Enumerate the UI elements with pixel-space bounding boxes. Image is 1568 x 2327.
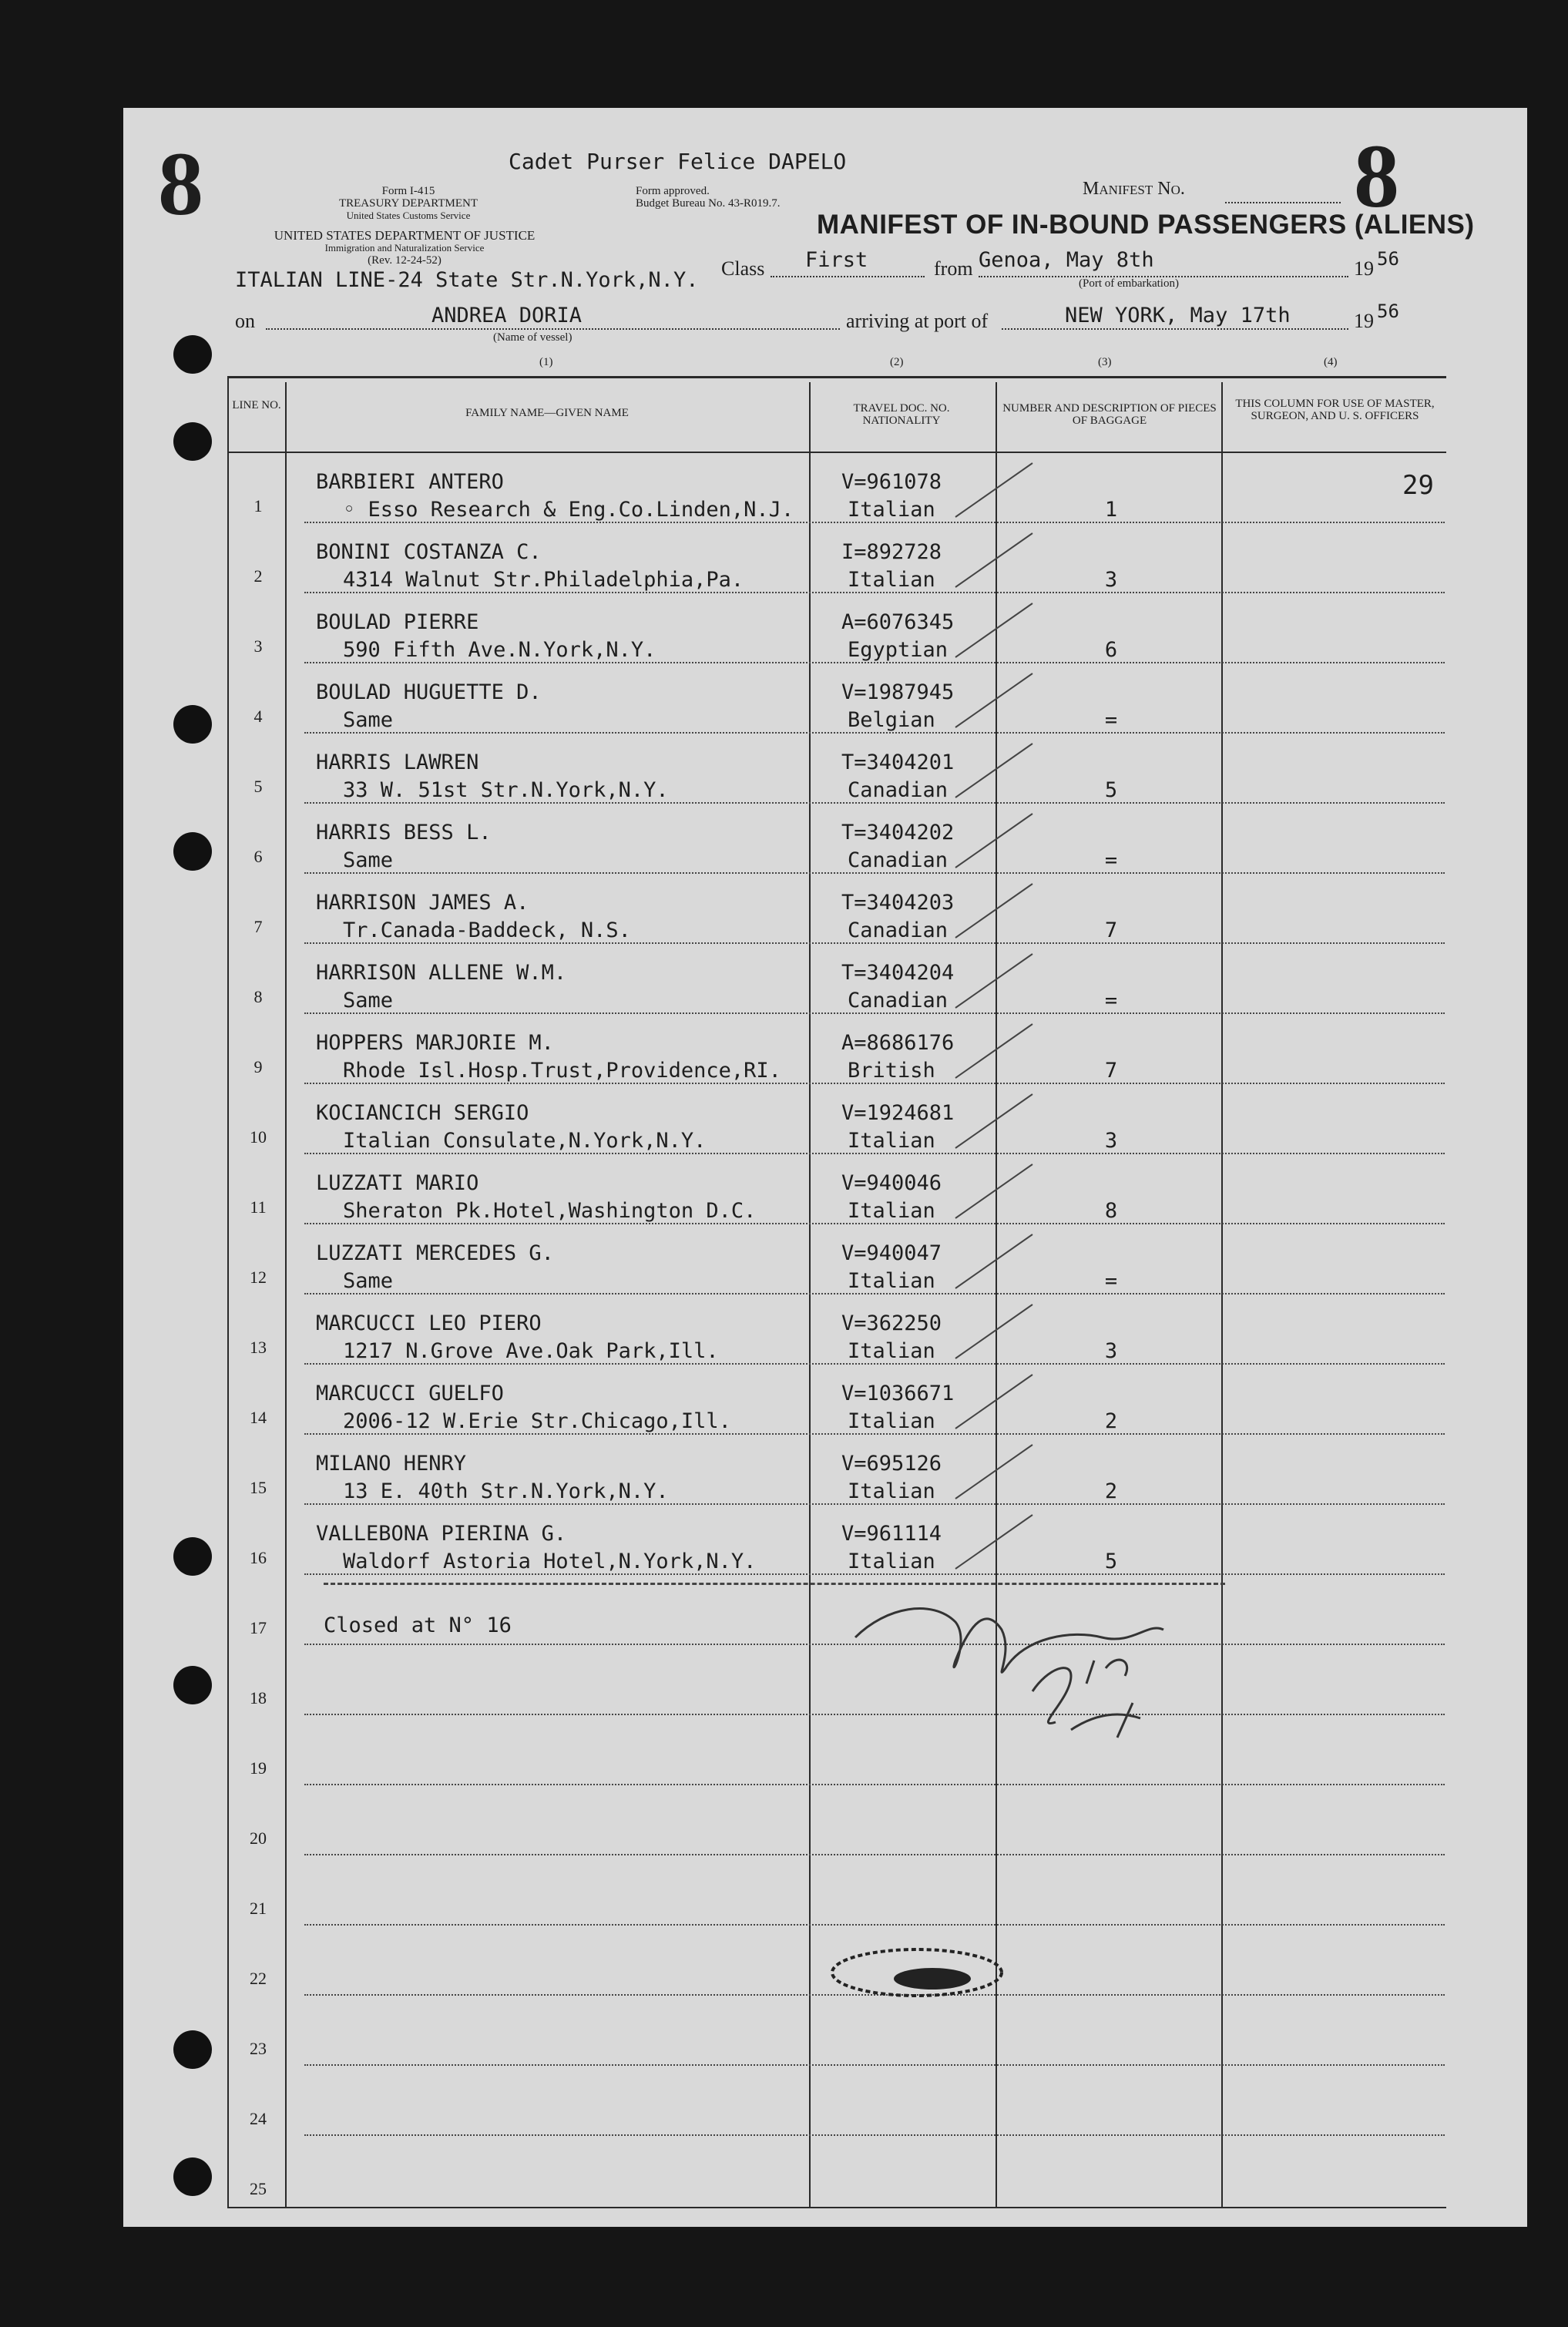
row-number: 23 — [250, 2039, 267, 2058]
row-divider — [304, 522, 1445, 523]
passenger-name: BOULAD PIERRE — [316, 610, 479, 634]
baggage-count: 2 — [1104, 1409, 1118, 1433]
row-number: 19 — [250, 1758, 267, 1778]
row-divider — [304, 802, 1445, 804]
nationality: British — [848, 1059, 935, 1083]
row-divider — [304, 1083, 1445, 1084]
travel-doc-number: V=961114 — [841, 1522, 942, 1546]
passenger-address: Same — [343, 989, 394, 1012]
baggage-count: 3 — [1104, 1129, 1118, 1153]
binder-hole — [173, 335, 212, 374]
table-top-rule — [227, 376, 1446, 378]
form-approved: Form approved. — [636, 185, 710, 197]
row-number: 17 — [250, 1618, 267, 1637]
check-mark — [948, 1160, 1040, 1222]
row-number: 1 — [253, 496, 263, 515]
row-divider — [304, 2064, 1445, 2066]
row-number: 9 — [253, 1057, 263, 1076]
row-divider — [304, 1223, 1445, 1224]
travel-doc-number: A=6076345 — [841, 610, 955, 634]
nationality: Canadian — [848, 778, 949, 802]
customs-service: United States Customs Service — [346, 210, 471, 221]
nationality: Canadian — [848, 989, 949, 1012]
row-divider — [304, 1924, 1445, 1926]
name-of-vessel-label: (Name of vessel) — [493, 331, 572, 344]
check-mark — [948, 1231, 1040, 1292]
closed-note: Closed at N° 16 — [324, 1613, 512, 1637]
binder-hole — [173, 422, 212, 461]
check-mark — [948, 1441, 1040, 1503]
binder-hole — [173, 1666, 212, 1704]
travel-doc-number: I=892728 — [841, 540, 942, 564]
row-number: 6 — [253, 847, 263, 866]
on-label: on — [235, 310, 255, 332]
header-officers: THIS COLUMN FOR USE OF MASTER, SURGEON, AND U. S. OFFICERS — [1235, 398, 1435, 422]
passenger-address: Italian Consulate,N.York,N.Y. — [343, 1129, 707, 1153]
year1-suffix: 56 — [1377, 248, 1399, 270]
class-label: Class — [721, 257, 765, 280]
header-family-name: FAMILY NAME—GIVEN NAME — [465, 407, 629, 419]
table-bottom-rule — [227, 2207, 1446, 2208]
passenger-name: HARRISON JAMES A. — [316, 891, 529, 915]
check-mark — [948, 950, 1040, 1012]
baggage-count: 3 — [1104, 1339, 1118, 1363]
treasury-department: TREASURY DEPARTMENT — [338, 197, 478, 210]
passenger-name: MILANO HENRY — [316, 1452, 467, 1476]
passenger-name: HARRIS BESS L. — [316, 821, 492, 845]
manifest-title: MANIFEST OF IN-BOUND PASSENGERS (ALIENS) — [817, 210, 1475, 240]
vessel-name: ANDREA DORIA — [431, 304, 583, 327]
passenger-address: 1217 N.Grove Ave.Oak Park,Ill. — [343, 1339, 719, 1363]
baggage-count: 2 — [1104, 1479, 1118, 1503]
nationality: Canadian — [848, 848, 949, 872]
header-travel-doc: TRAVEL DOC. NO. NATIONALITY — [853, 402, 950, 427]
binder-hole — [173, 705, 212, 744]
passenger-address: ◦ Esso Research & Eng.Co.Linden,N.J. — [343, 498, 794, 522]
row-number: 5 — [253, 777, 263, 796]
passenger-address: 13 E. 40th Str.N.York,N.Y. — [343, 1479, 669, 1503]
row-number: 24 — [250, 2109, 267, 2128]
row-divider — [304, 1784, 1445, 1785]
row-number: 22 — [250, 1969, 267, 1988]
port-of-embarkation: (Port of embarkation) — [1079, 277, 1179, 290]
manifest-no-label: Manifest No. — [1083, 179, 1185, 199]
col-number-1: (1) — [539, 356, 553, 368]
travel-doc-number: V=940046 — [841, 1171, 942, 1195]
officer-note: 29 — [1402, 470, 1434, 501]
row-divider — [304, 1153, 1445, 1154]
check-mark — [948, 810, 1040, 871]
travel-doc-number: T=3404203 — [841, 891, 955, 915]
line-address: ITALIAN LINE-24 State Str.N.York,N.Y. — [235, 268, 699, 292]
row-divider — [304, 1363, 1445, 1365]
check-mark — [948, 740, 1040, 801]
passenger-name: LUZZATI MARIO — [316, 1171, 479, 1195]
row-number: 4 — [253, 707, 263, 726]
row-number: 7 — [253, 917, 263, 936]
baggage-count: 7 — [1104, 1059, 1118, 1083]
passenger-address: Same — [343, 848, 394, 872]
nationality: Italian — [848, 1409, 935, 1433]
baggage-count: = — [1104, 989, 1118, 1012]
row-divider — [304, 1433, 1445, 1435]
nationality: Italian — [848, 1339, 935, 1363]
row-number: 8 — [253, 987, 263, 1006]
passenger-name: LUZZATI MERCEDES G. — [316, 1241, 554, 1265]
row-number: 25 — [250, 2179, 267, 2198]
travel-doc-number: V=940047 — [841, 1241, 942, 1265]
passenger-address: 4314 Walnut Str.Philadelphia,Pa. — [343, 568, 744, 592]
row-number: 3 — [253, 636, 263, 656]
row-number: 11 — [250, 1197, 267, 1217]
passenger-name: BOULAD HUGUETTE D. — [316, 680, 542, 704]
passenger-address: Tr.Canada-Baddeck, N.S. — [343, 918, 631, 942]
nationality: Italian — [848, 1479, 935, 1503]
passenger-name: MARCUCCI GUELFO — [316, 1382, 504, 1405]
row-divider — [304, 942, 1445, 944]
check-mark — [948, 529, 1040, 591]
travel-doc-number: T=3404202 — [841, 821, 955, 845]
nationality: Italian — [848, 1269, 935, 1293]
travel-doc-number: V=362250 — [841, 1311, 942, 1335]
row-number: 12 — [250, 1268, 267, 1287]
row-divider — [304, 1573, 1445, 1575]
travel-doc-number: A=8686176 — [841, 1031, 955, 1055]
revision: (Rev. 12-24-52) — [368, 254, 442, 267]
row-number: 10 — [250, 1127, 267, 1147]
baggage-count: 7 — [1104, 918, 1118, 942]
passenger-address: 590 Fifth Ave.N.York,N.Y. — [343, 638, 656, 662]
row-divider — [304, 1854, 1445, 1855]
passenger-address: Same — [343, 1269, 394, 1293]
col-number-2: (2) — [890, 356, 904, 368]
header-baggage: NUMBER AND DESCRIPTION OF PIECES OF BAGGAGE — [1002, 402, 1217, 427]
baggage-count: 6 — [1104, 638, 1118, 662]
baggage-count: = — [1104, 1269, 1118, 1293]
page-number-right: 8 — [1354, 126, 1399, 227]
baggage-count: 1 — [1104, 498, 1118, 522]
row-number: 18 — [250, 1688, 267, 1707]
row-divider — [304, 1503, 1445, 1505]
passenger-name: HARRIS LAWREN — [316, 750, 479, 774]
passenger-name: MARCUCCI LEO PIERO — [316, 1311, 542, 1335]
row-divider — [304, 872, 1445, 874]
binder-hole — [173, 832, 212, 871]
row-number: 14 — [250, 1408, 267, 1427]
row-divider — [304, 1012, 1445, 1014]
row-number: 16 — [250, 1548, 267, 1567]
header-line-no: LINE NO. — [232, 399, 281, 411]
row-number: 2 — [253, 566, 263, 586]
check-mark — [948, 1511, 1040, 1573]
year1-prefix: 19 — [1354, 257, 1374, 280]
travel-doc-number: T=3404201 — [841, 750, 955, 774]
travel-doc-number: V=695126 — [841, 1452, 942, 1476]
row-divider — [304, 1293, 1445, 1294]
baggage-count: 3 — [1104, 568, 1118, 592]
form-number: Form I-415 — [381, 185, 435, 197]
header-bottom-rule — [227, 452, 1446, 453]
passenger-name: BONINI COSTANZA C. — [316, 540, 542, 564]
baggage-count: 5 — [1104, 778, 1118, 802]
travel-doc-number: V=1987945 — [841, 680, 955, 704]
passenger-name: KOCIANCICH SERGIO — [316, 1101, 529, 1125]
passenger-address: 33 W. 51st Str.N.York,N.Y. — [343, 778, 669, 802]
budget-bureau: Budget Bureau No. 43-R019.7. — [636, 197, 781, 210]
passenger-address: Sheraton Pk.Hotel,Washington D.C. — [343, 1199, 757, 1223]
nationality: Canadian — [848, 918, 949, 942]
col-number-4: (4) — [1324, 356, 1338, 368]
binder-hole — [173, 2030, 212, 2069]
check-mark — [948, 599, 1040, 661]
baggage-count: 5 — [1104, 1550, 1118, 1573]
nationality: Egyptian — [848, 638, 949, 662]
year2-suffix: 56 — [1377, 301, 1399, 322]
row-divider — [304, 2134, 1445, 2136]
check-mark — [948, 1020, 1040, 1082]
row-number: 21 — [250, 1899, 267, 1918]
check-mark — [948, 670, 1040, 731]
check-mark — [948, 459, 1040, 521]
row-number: 20 — [250, 1828, 267, 1848]
row-divider — [304, 592, 1445, 593]
from-value: Genoa, May 8th — [979, 248, 1154, 272]
passenger-address: Same — [343, 708, 394, 732]
baggage-count: = — [1104, 848, 1118, 872]
justice-department: UNITED STATES DEPARTMENT OF JUSTICE — [274, 228, 536, 243]
passenger-name: HARRISON ALLENE W.M. — [316, 961, 567, 985]
page-number-left: 8 — [158, 133, 203, 234]
baggage-count: = — [1104, 708, 1118, 732]
nationality: Italian — [848, 1129, 935, 1153]
passenger-name: VALLEBONA PIERINA G. — [316, 1522, 567, 1546]
nationality: Italian — [848, 568, 935, 592]
nationality: Italian — [848, 1550, 935, 1573]
passenger-name: BARBIERI ANTERO — [316, 470, 504, 494]
baggage-count: 8 — [1104, 1199, 1118, 1223]
from-label: from — [934, 257, 973, 280]
check-mark — [948, 1371, 1040, 1432]
travel-doc-number: T=3404204 — [841, 961, 955, 985]
travel-doc-number: V=1924681 — [841, 1101, 955, 1125]
officer-signature — [840, 1576, 1241, 1753]
class-value: First — [805, 248, 868, 272]
binder-hole — [173, 1537, 212, 1576]
year2-prefix: 19 — [1354, 310, 1374, 332]
arriving-label: arriving at port of — [846, 310, 989, 332]
stamp-mark — [817, 1942, 1017, 2003]
check-mark — [948, 1301, 1040, 1362]
row-divider — [304, 662, 1445, 663]
row-divider — [304, 732, 1445, 734]
nationality: Italian — [848, 498, 935, 522]
passenger-address: Rhode Isl.Hosp.Trust,Providence,RI. — [343, 1059, 781, 1083]
check-mark — [948, 880, 1040, 942]
nationality: Italian — [848, 1199, 935, 1223]
arrival-value: NEW YORK, May 17th — [1065, 304, 1291, 327]
travel-doc-number: V=1036671 — [841, 1382, 955, 1405]
check-mark — [948, 1090, 1040, 1152]
passenger-address: Waldorf Astoria Hotel,N.York,N.Y. — [343, 1550, 757, 1573]
passenger-name: HOPPERS MARJORIE M. — [316, 1031, 554, 1055]
passenger-address: 2006-12 W.Erie Str.Chicago,Ill. — [343, 1409, 731, 1433]
row-number: 13 — [250, 1338, 267, 1357]
immigration-service: Immigration and Naturalization Service — [324, 242, 485, 254]
binder-hole — [173, 2157, 212, 2196]
nationality: Belgian — [848, 708, 935, 732]
row-number: 15 — [250, 1478, 267, 1497]
col-number-3: (3) — [1098, 356, 1112, 368]
travel-doc-number: V=961078 — [841, 470, 942, 494]
purser-line: Cadet Purser Felice DAPELO — [509, 149, 847, 174]
